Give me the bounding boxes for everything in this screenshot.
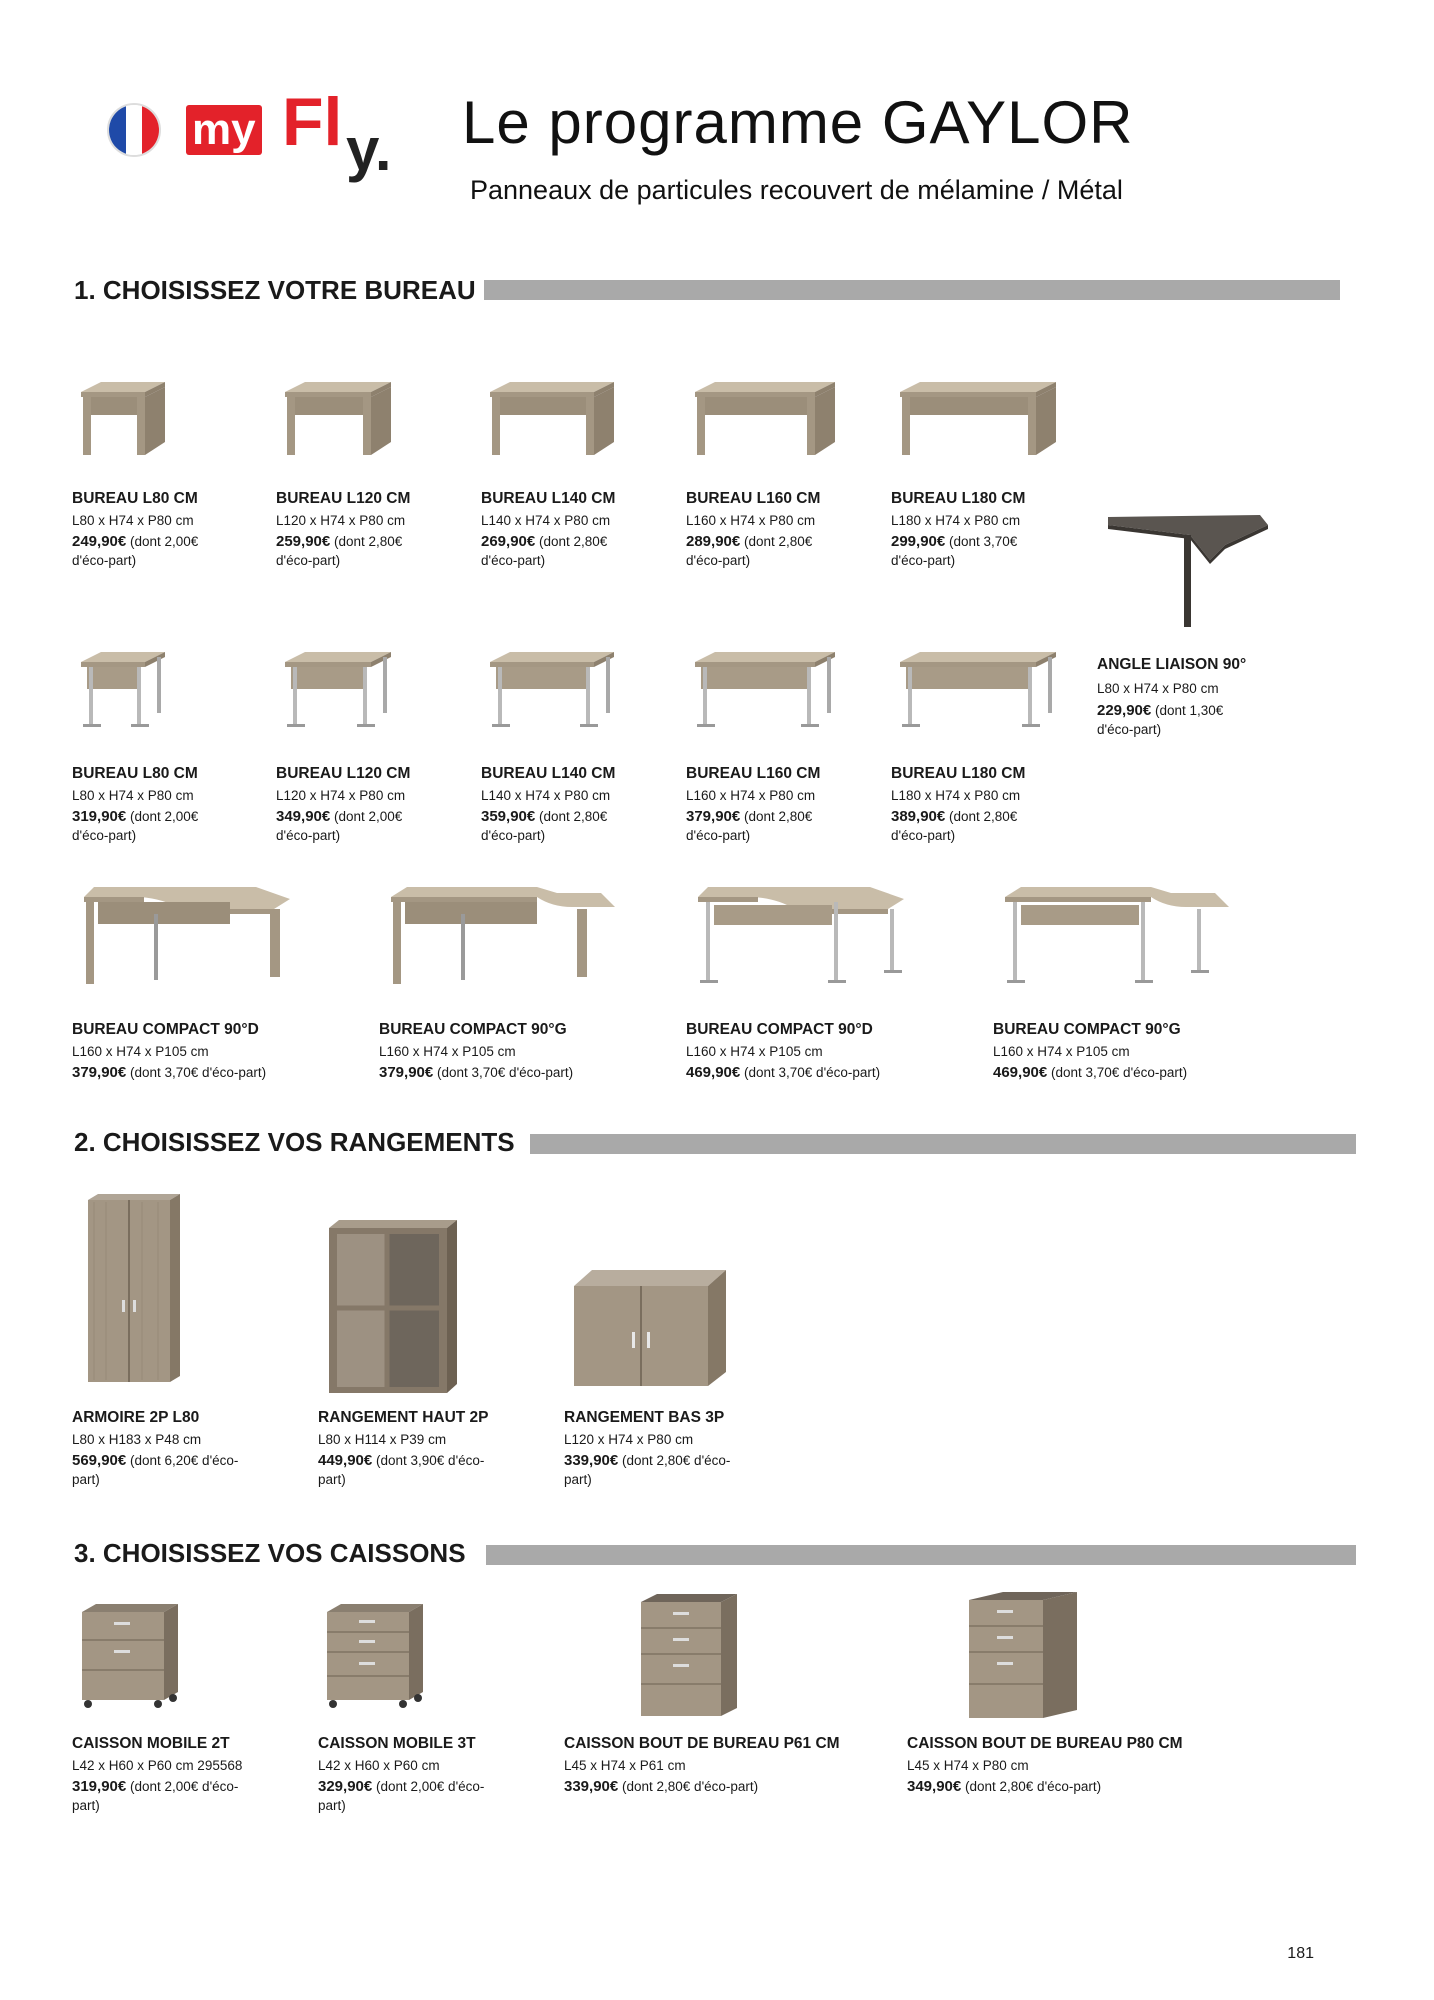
desk-wood-image xyxy=(691,378,845,468)
compact-desk-image xyxy=(387,885,627,995)
product-name: BUREAU COMPACT 90°D xyxy=(686,1021,873,1038)
product-name: RANGEMENT HAUT 2P xyxy=(318,1409,489,1426)
section-divider xyxy=(486,1545,1356,1565)
product-price xyxy=(907,1777,1101,1796)
product-dims: L180 x H74 x P80 cm xyxy=(891,788,1021,803)
desk-wood-image xyxy=(486,378,624,468)
section-bureau-heading: 1. CHOISISSEZ VOTRE BUREAU xyxy=(74,275,476,305)
eco-part-2: d'éco-part) xyxy=(686,553,751,568)
caisson-bout-p61-image xyxy=(637,1592,747,1722)
product-price xyxy=(891,807,1017,845)
product-price xyxy=(481,807,607,845)
eco-part: (dont 2,80€ xyxy=(949,809,1018,824)
eco-part: (dont 2,80€ d'éco-part) xyxy=(622,1779,759,1794)
logo-my: my xyxy=(186,105,262,155)
price-value: 359,90€ xyxy=(481,808,536,825)
section-caissons-heading: 3. CHOISISSEZ VOS CAISSONS xyxy=(74,1538,466,1568)
desk-wood-image xyxy=(896,378,1066,468)
product-price xyxy=(318,1451,484,1489)
price-value: 379,90€ xyxy=(686,808,741,825)
eco-part: (dont 2,00€ xyxy=(130,809,199,824)
product-dims: L45 x H74 x P80 cm xyxy=(907,1758,1029,1773)
product-price xyxy=(318,1777,484,1815)
product-price xyxy=(72,1451,238,1489)
price-value: 329,90€ xyxy=(318,1778,373,1795)
rangement-haut-image xyxy=(325,1218,465,1398)
product-name: CAISSON BOUT DE BUREAU P61 CM xyxy=(564,1735,840,1752)
product-name: BUREAU L140 CM xyxy=(481,490,616,507)
product-price xyxy=(72,807,198,845)
eco-part: (dont 3,70€ xyxy=(949,534,1018,549)
product-dims: L42 x H60 x P60 cm 295568 xyxy=(72,1758,243,1773)
price-value: 449,90€ xyxy=(318,1452,373,1469)
rangement-bas-image xyxy=(570,1262,730,1392)
product-price xyxy=(686,807,812,845)
price-value: 349,90€ xyxy=(907,1778,962,1795)
logo-fl: Fl xyxy=(282,84,343,160)
eco-part-2: d'éco-part) xyxy=(481,553,546,568)
product-name: RANGEMENT BAS 3P xyxy=(564,1409,725,1426)
page-subtitle: Panneaux de particules recouvert de mélamine / Métal xyxy=(470,175,1123,205)
product-name: BUREAU L120 CM xyxy=(276,490,411,507)
product-dims: L80 x H114 x P39 cm xyxy=(318,1432,447,1447)
eco-part: (dont 2,80€ xyxy=(539,809,608,824)
eco-part-2: part) xyxy=(318,1798,346,1813)
price-value: 569,90€ xyxy=(72,1452,127,1469)
eco-part-2: d'éco-part) xyxy=(891,553,956,568)
product-dims: L160 x H74 x P105 cm xyxy=(72,1044,209,1059)
product-dims: L80 x H74 x P80 cm xyxy=(1097,681,1219,696)
product-dims: L160 x H74 x P80 cm xyxy=(686,788,816,803)
product-name: BUREAU L160 CM xyxy=(686,765,821,782)
eco-part-2: part) xyxy=(72,1472,100,1487)
product-name: CAISSON MOBILE 2T xyxy=(72,1735,230,1752)
product-dims: L80 x H74 x P80 cm xyxy=(72,513,194,528)
compact-desk-image xyxy=(80,885,320,995)
compact-desk-image xyxy=(694,885,934,995)
eco-part-2: d'éco-part) xyxy=(481,828,546,843)
product-dims: L120 x H74 x P80 cm xyxy=(564,1432,694,1447)
desk-metal-image xyxy=(896,648,1066,738)
desk-metal-image xyxy=(77,648,175,738)
section-divider xyxy=(484,280,1340,300)
eco-part-2: d'éco-part) xyxy=(276,828,341,843)
price-value: 379,90€ xyxy=(379,1064,434,1081)
logo-y: y. xyxy=(346,116,392,183)
french-flag-icon xyxy=(107,103,161,157)
caisson-mobile-3t-image xyxy=(323,1600,433,1710)
eco-part: (dont 2,80€ d'éco- xyxy=(622,1453,731,1468)
price-value: 469,90€ xyxy=(993,1064,1048,1081)
price-value: 379,90€ xyxy=(72,1064,127,1081)
price-value: 269,90€ xyxy=(481,533,536,550)
eco-part: (dont 3,70€ d'éco-part) xyxy=(437,1065,574,1080)
product-price xyxy=(481,532,607,570)
desk-wood-image xyxy=(77,378,175,468)
eco-part: (dont 3,70€ d'éco-part) xyxy=(130,1065,267,1080)
eco-part-2: part) xyxy=(72,1798,100,1813)
price-value: 299,90€ xyxy=(891,533,946,550)
product-price xyxy=(72,1063,266,1082)
product-price xyxy=(993,1063,1187,1082)
eco-part: (dont 2,00€ xyxy=(130,534,199,549)
product-dims: L80 x H183 x P48 cm xyxy=(72,1432,202,1447)
product-dims: L42 x H60 x P60 cm xyxy=(318,1758,440,1773)
eco-part-2: d'éco-part) xyxy=(686,828,751,843)
eco-part: (dont 2,80€ d'éco-part) xyxy=(965,1779,1102,1794)
caisson-mobile-2t-image xyxy=(78,1600,188,1710)
price-value: 229,90€ xyxy=(1097,702,1152,719)
product-dims: L120 x H74 x P80 cm xyxy=(276,513,406,528)
product-price xyxy=(686,1063,880,1082)
desk-metal-image xyxy=(691,648,845,738)
price-value: 289,90€ xyxy=(686,533,741,550)
product-dims: L45 x H74 x P61 cm xyxy=(564,1758,686,1773)
product-name: ARMOIRE 2P L80 xyxy=(72,1409,200,1426)
desk-metal-image xyxy=(486,648,624,738)
eco-part: (dont 3,70€ d'éco-part) xyxy=(1051,1065,1188,1080)
product-name: ANGLE LIAISON 90° xyxy=(1097,656,1247,673)
product-price xyxy=(72,1777,238,1815)
product-dims: L140 x H74 x P80 cm xyxy=(481,513,611,528)
product-price xyxy=(379,1063,573,1082)
eco-part-2: d'éco-part) xyxy=(72,553,137,568)
product-name: BUREAU L120 CM xyxy=(276,765,411,782)
product-dims: L140 x H74 x P80 cm xyxy=(481,788,611,803)
product-price xyxy=(276,807,402,845)
price-value: 349,90€ xyxy=(276,808,331,825)
eco-part: (dont 3,70€ d'éco-part) xyxy=(744,1065,881,1080)
product-dims: L160 x H74 x P105 cm xyxy=(379,1044,516,1059)
desk-metal-image xyxy=(281,648,401,738)
page-title: Le programme GAYLOR xyxy=(462,89,1134,156)
section-divider xyxy=(530,1134,1356,1154)
eco-part: (dont 6,20€ d'éco- xyxy=(130,1453,239,1468)
price-value: 389,90€ xyxy=(891,808,946,825)
price-value: 249,90€ xyxy=(72,533,127,550)
price-value: 339,90€ xyxy=(564,1778,619,1795)
eco-part-2: d'éco-part) xyxy=(276,553,341,568)
product-price xyxy=(276,532,402,570)
eco-part: (dont 3,90€ d'éco- xyxy=(376,1453,485,1468)
price-value: 339,90€ xyxy=(564,1452,619,1469)
product-price xyxy=(891,532,1017,570)
product-dims: L160 x H74 x P105 cm xyxy=(686,1044,823,1059)
product-dims: L160 x H74 x P105 cm xyxy=(993,1044,1130,1059)
eco-part-2: d'éco-part) xyxy=(72,828,137,843)
section-rangements-heading: 2. CHOISISSEZ VOS RANGEMENTS xyxy=(74,1127,515,1157)
product-dims: L80 x H74 x P80 cm xyxy=(72,788,194,803)
product-price xyxy=(564,1777,758,1796)
eco-part: (dont 2,80€ xyxy=(744,809,813,824)
product-name: BUREAU L80 CM xyxy=(72,490,198,507)
price-value: 469,90€ xyxy=(686,1064,741,1081)
product-dims: L160 x H74 x P80 cm xyxy=(686,513,816,528)
product-name: BUREAU COMPACT 90°G xyxy=(379,1021,567,1038)
eco-part-2: part) xyxy=(564,1472,592,1487)
product-name: BUREAU L160 CM xyxy=(686,490,821,507)
eco-part: (dont 2,00€ d'éco- xyxy=(376,1779,485,1794)
eco-part: (dont 2,80€ xyxy=(334,534,403,549)
product-price xyxy=(1097,701,1223,739)
angle-liaison-image xyxy=(1100,505,1280,635)
product-name: CAISSON BOUT DE BUREAU P80 CM xyxy=(907,1735,1183,1752)
product-name: BUREAU L180 CM xyxy=(891,490,1026,507)
product-price xyxy=(72,532,198,570)
product-name: BUREAU L80 CM xyxy=(72,765,198,782)
product-name: BUREAU L140 CM xyxy=(481,765,616,782)
product-name: BUREAU COMPACT 90°D xyxy=(72,1021,259,1038)
product-name: BUREAU L180 CM xyxy=(891,765,1026,782)
product-dims: L120 x H74 x P80 cm xyxy=(276,788,406,803)
armoire-image xyxy=(80,1190,190,1390)
eco-part-2: d'éco-part) xyxy=(1097,722,1162,737)
eco-part: (dont 2,00€ d'éco- xyxy=(130,1779,239,1794)
price-value: 259,90€ xyxy=(276,533,331,550)
product-name: BUREAU COMPACT 90°G xyxy=(993,1021,1181,1038)
product-price xyxy=(686,532,812,570)
product-price xyxy=(564,1451,730,1489)
price-value: 319,90€ xyxy=(72,808,127,825)
eco-part-2: part) xyxy=(318,1472,346,1487)
eco-part: (dont 2,00€ xyxy=(334,809,403,824)
eco-part: (dont 2,80€ xyxy=(744,534,813,549)
product-dims: L180 x H74 x P80 cm xyxy=(891,513,1021,528)
desk-wood-image xyxy=(281,378,401,468)
compact-desk-image xyxy=(1001,885,1241,995)
product-name: CAISSON MOBILE 3T xyxy=(318,1735,476,1752)
eco-part: (dont 2,80€ xyxy=(539,534,608,549)
caisson-bout-p80-image xyxy=(965,1590,1085,1725)
price-value: 319,90€ xyxy=(72,1778,127,1795)
page-number: 181 xyxy=(1287,1945,1314,1962)
eco-part-2: d'éco-part) xyxy=(891,828,956,843)
eco-part: (dont 1,30€ xyxy=(1155,703,1224,718)
